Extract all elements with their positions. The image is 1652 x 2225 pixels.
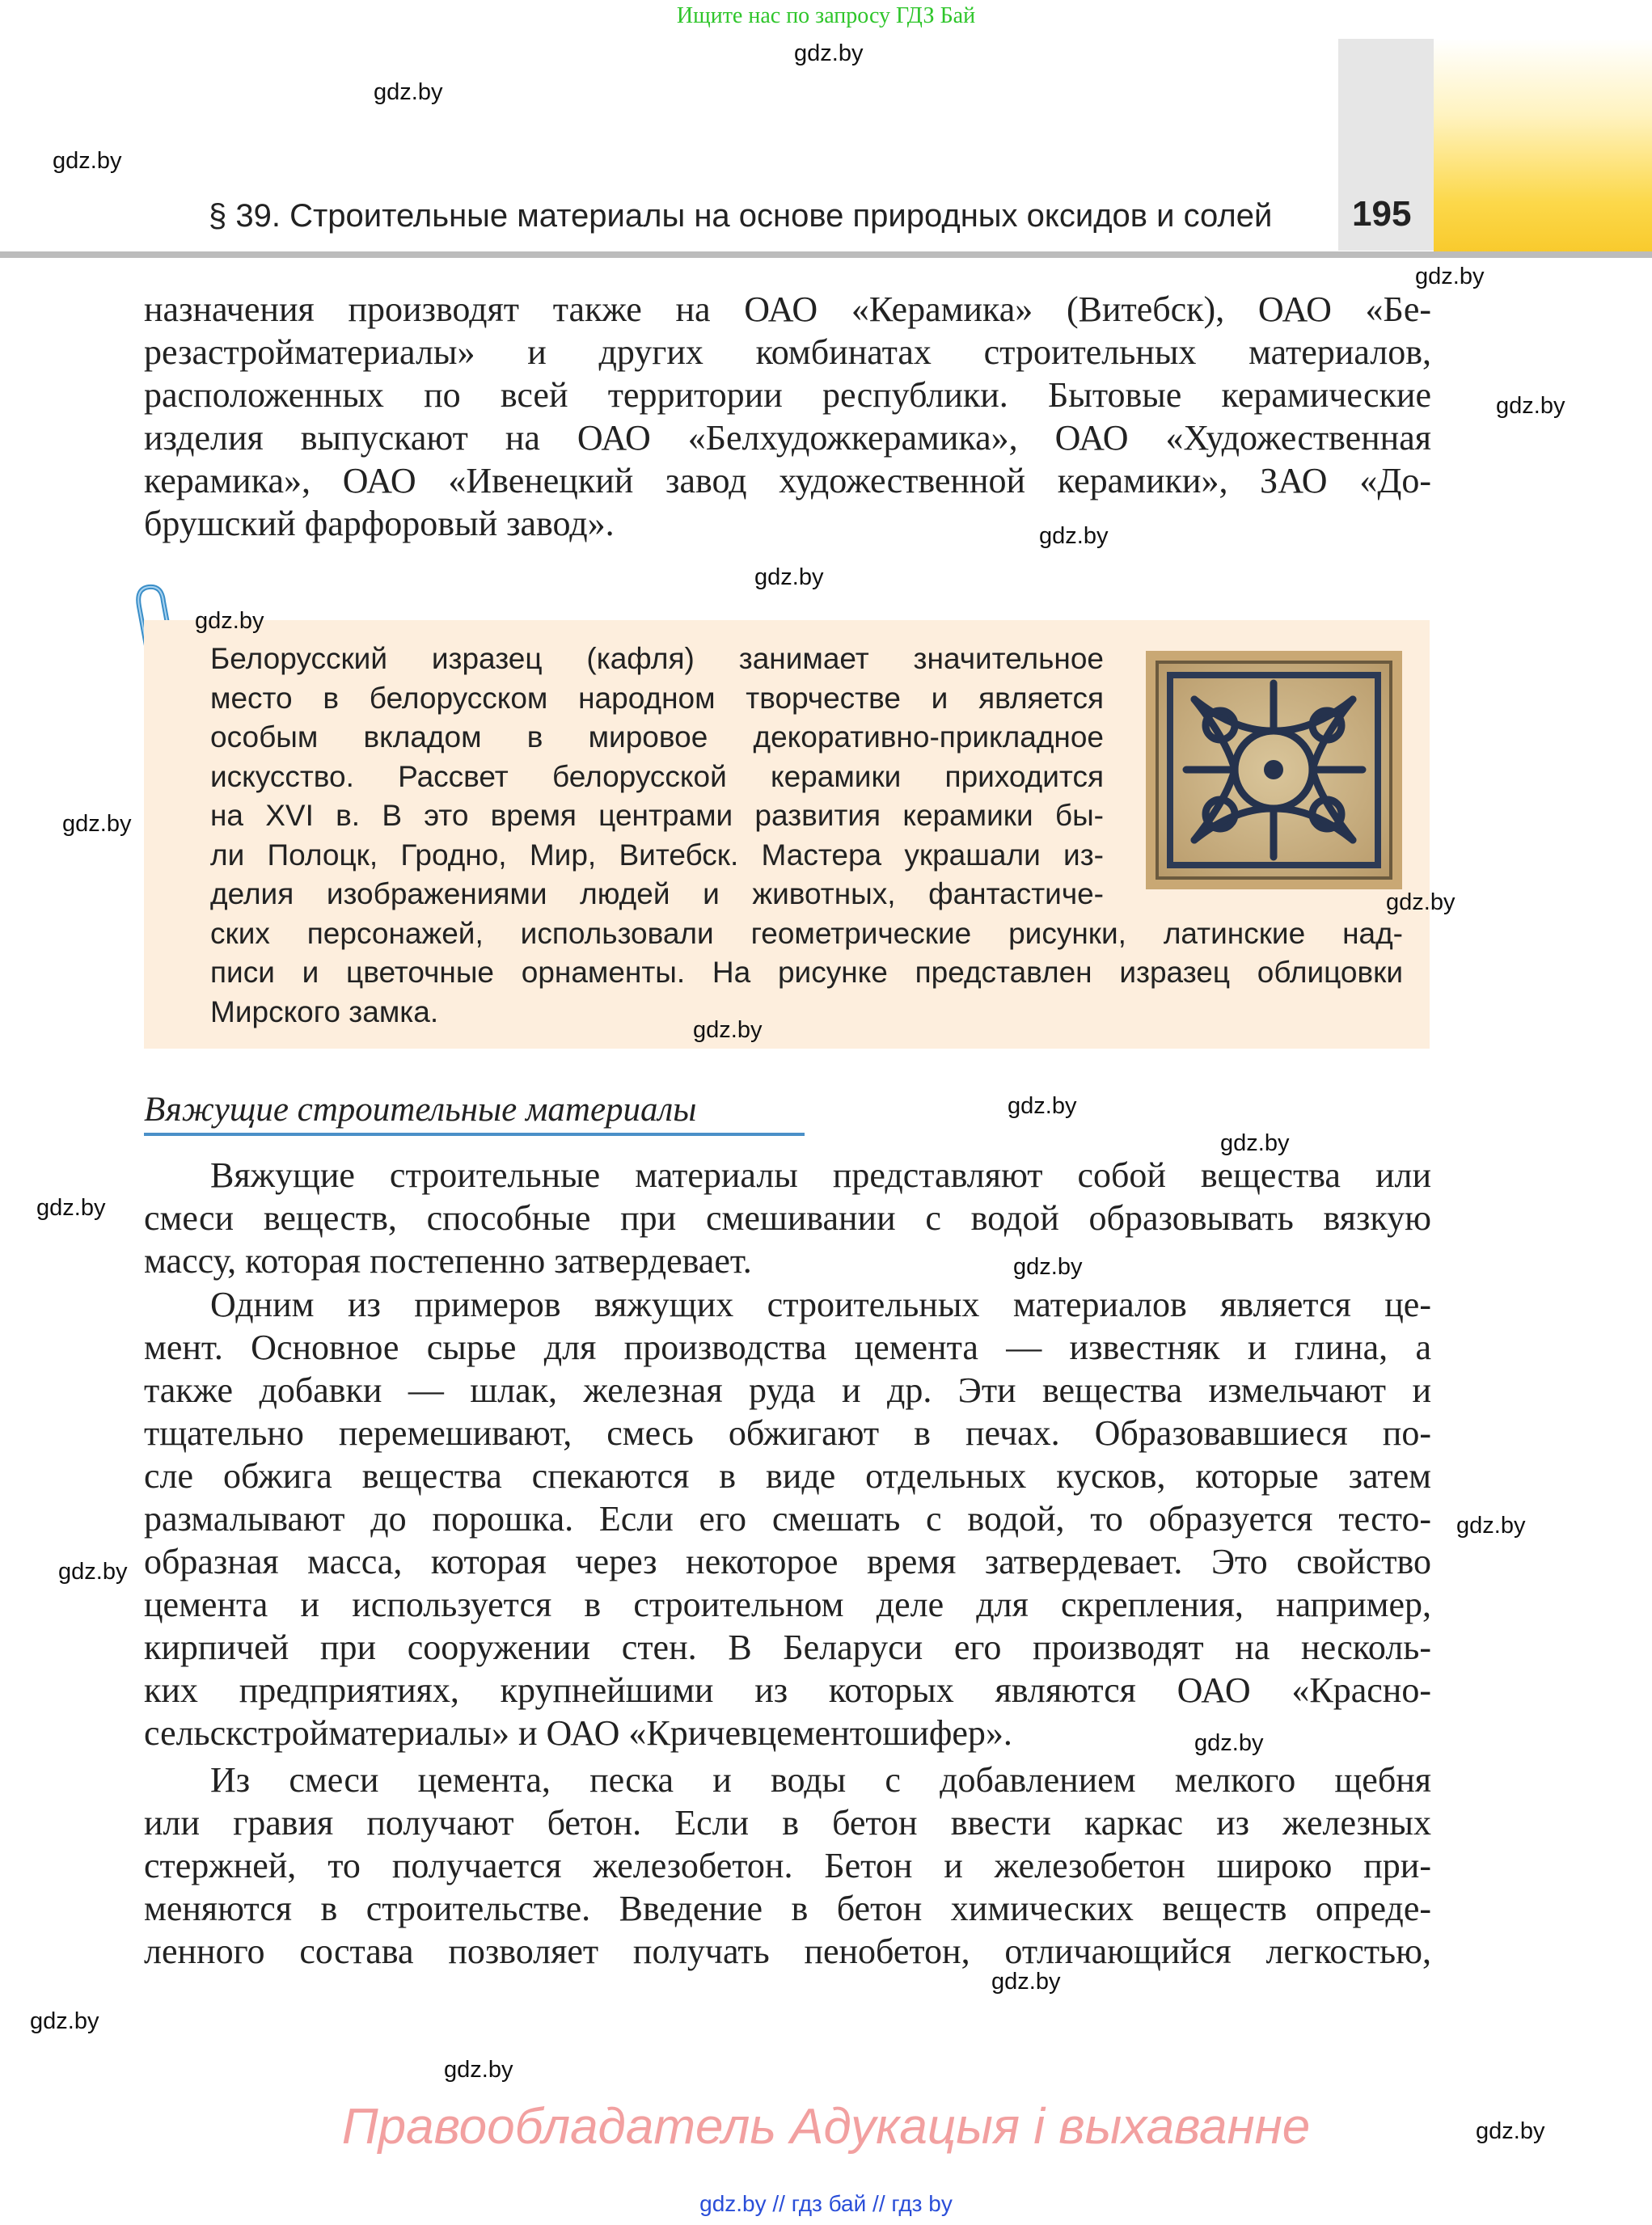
watermark: gdz.by [195,608,264,634]
watermark: gdz.by [1013,1254,1083,1280]
text-line: место в белорусском народном творчестве и является [210,681,1104,715]
text-line: керамика», ОАО «Ивенецкий завод художественной керамики», ЗАО «До- [144,461,1431,500]
text-line: образная масса, которая через некоторое время затвердевает. Это свойство [144,1542,1431,1581]
paragraph-cement [144,1283,1431,1754]
text-line: писи и цветочные орнаменты. На рисунке представлен изразец облицовки [210,956,1403,989]
text-line: ли Полоцк, Гродно, Мир, Витебск. Мастера украшали из- [210,838,1104,872]
text-line: размалывают до порошка. Если его смешать с водой, то образуется тесто- [144,1499,1431,1539]
section-heading-underline [144,1133,805,1136]
watermark: gdz.by [374,79,443,105]
watermark: gdz.by [53,148,122,174]
text-line: особым вкладом в мировое декоративно-прикладное [210,720,1104,754]
text-line: назначения производят также на ОАО «Керамика» (Витебск), ОАО «Бе- [144,289,1431,329]
text-line: мент. Основное сырье для производства цемента — известняк и глина, а [144,1328,1431,1367]
watermark: gdz.by [1194,1730,1264,1756]
text-line: массу, которая постепенно затвердевает. [144,1241,752,1281]
header-rule [0,251,1652,258]
watermark: gdz.by [991,1969,1061,1995]
text-line: расположенных по всей территории республики. Бытовые керамические [144,375,1431,415]
text-line: цемента и используется в строительном деле для скрепления, например, [144,1585,1431,1624]
watermark: gdz.by [1415,264,1485,289]
text-line: Мирского замка. [210,994,439,1028]
top-promo-text[interactable]: Ищите нас по запросу ГДЗ Бай [676,3,976,28]
watermark: gdz.by [1008,1093,1077,1119]
watermark: gdz.by [754,564,824,590]
text-line: искусство. Рассвет белорусской керамики приходится [210,759,1104,793]
page-header-title: § 39. Строительные материалы на основе природных оксидов и солей [209,198,1273,234]
text-line: или гравия получают бетон. Если в бетон ввести каркас из железных [144,1803,1431,1843]
text-line: тщательно перемешивают, смесь обжигают в печах. Образовавшиеся по- [144,1413,1431,1453]
text-line: ленного состава позволяет получать пенобетон, отличающийся легкостью, [144,1932,1431,1971]
bottom-links[interactable]: gdz.by // гдз бай // гдз by [699,2191,953,2216]
watermark: gdz.by [1456,1513,1526,1539]
text-line: резастройматериалы» и других комбинатах строительных материалов, [144,332,1431,372]
page-number: 195 [1352,194,1412,234]
text-line: стержней, то получается железобетон. Бетон и железобетон широко при- [144,1846,1431,1885]
watermark: gdz.by [36,1195,106,1221]
watermark: gdz.by [444,2057,513,2083]
watermark: gdz.by [693,1017,763,1043]
text-line: сельскстройматериалы» и ОАО «Кричевцементошифер». [144,1713,1012,1753]
text-line: ских персонажей, использовали геометрические рисунки, латинские над- [210,916,1403,950]
text-line: на XVI в. В это время центрами развития керамики бы- [210,799,1104,832]
text-line: делия изображениями людей и животных, фантастиче- [210,877,1104,910]
paragraph-concrete [144,1758,1431,1973]
text-line: ких предприятиях, крупнейшими из которых являются ОАО «Красно- [144,1670,1431,1710]
intro-paragraph [144,288,1431,545]
text-line: сле обжига вещества спекаются в виде отдельных кусков, которые затем [144,1456,1431,1496]
page-corner-gradient [1434,39,1652,257]
rights-holder-text: Правообладатель Адукацыя і выхаванне [341,2099,1311,2155]
watermark: gdz.by [30,2008,99,2034]
watermark: gdz.by [1039,523,1109,549]
watermark: gdz.by [62,811,132,837]
text-line: Из смеси цемента, песка и воды с добавлением мелкого щебня [210,1760,1431,1800]
text-line: также добавки — шлак, железная руда и др. Эти вещества измельчают и [144,1370,1431,1410]
watermark: gdz.by [794,40,864,66]
text-line: брушский фарфоровый завод». [144,504,615,543]
watermark: gdz.by [1220,1130,1290,1156]
watermark: gdz.by [58,1559,128,1585]
watermark: gdz.by [1496,393,1565,419]
watermark: gdz.by [1386,889,1456,915]
text-line: Белорусский изразец (кафля) занимает значительное [210,642,1104,675]
text-line: меняются в строительстве. Введение в бетон химических веществ опреде- [144,1889,1431,1928]
text-line: смеси веществ, способные при смешивании с водой образовывать вязкую [144,1198,1431,1238]
tile-photo [1146,651,1402,889]
paragraph-binders-definition [144,1154,1431,1282]
text-line: Вяжущие строительные материалы представляют собой вещества или [210,1155,1431,1195]
section-heading: Вяжущие строительные материалы [144,1091,697,1129]
watermark: gdz.by [1476,2118,1545,2144]
text-line: кирпичей при сооружении стен. В Беларуси его производят на несколь- [144,1628,1431,1667]
text-line: Одним из примеров вяжущих строительных материалов является це- [210,1285,1431,1324]
text-line: изделия выпускают на ОАО «Белхудожкерамика», ОАО «Художественная [144,418,1431,458]
